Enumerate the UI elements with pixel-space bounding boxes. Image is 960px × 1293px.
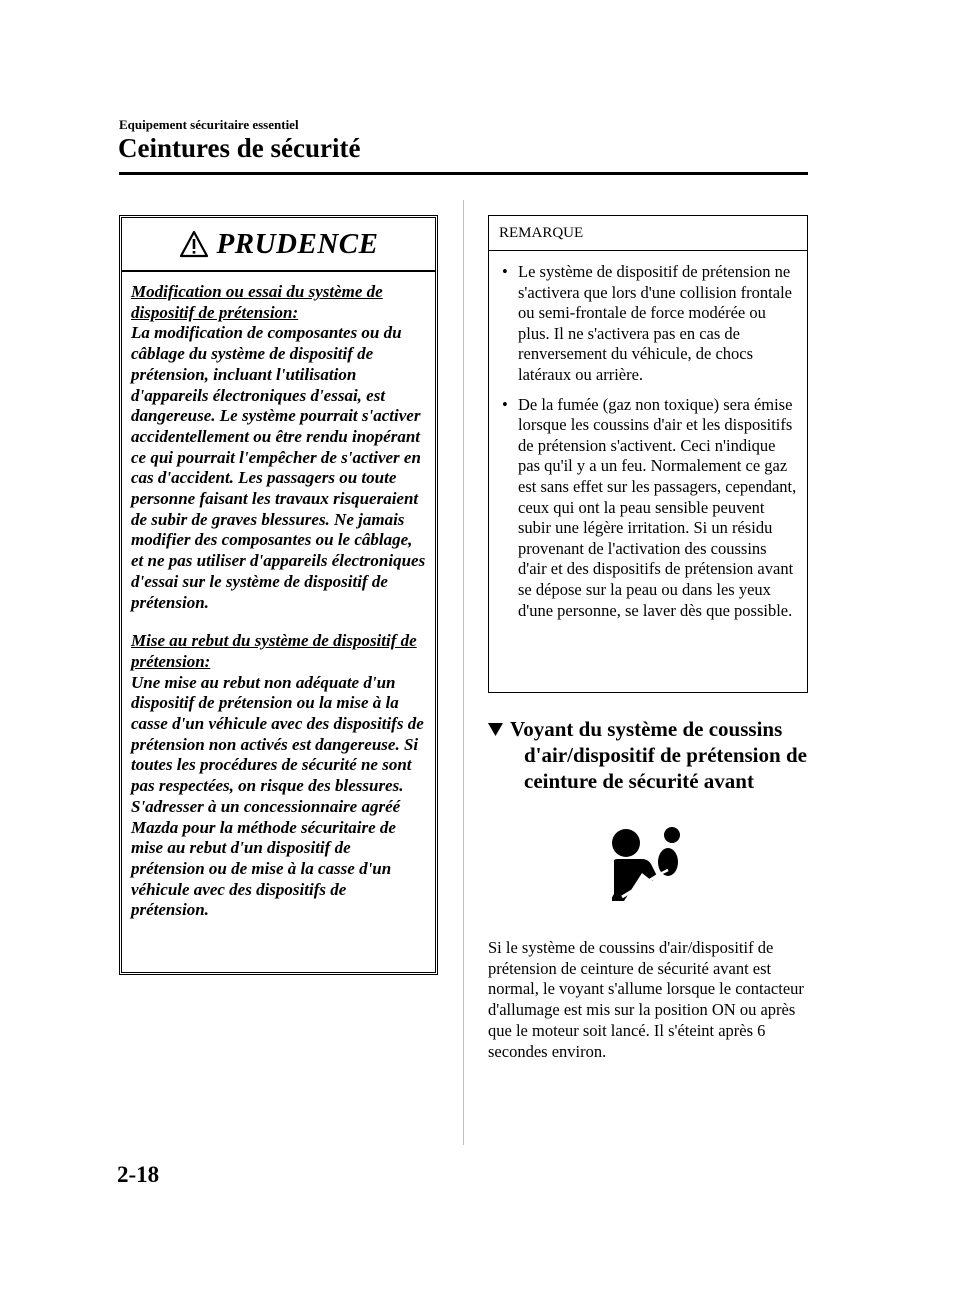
caution-body — [122, 272, 435, 921]
caution-box — [119, 215, 438, 975]
caution-text-modification: La modification de composantes ou du câblage du système de dispositif de prétension, incluant l'utilisation d'appareils électroniques d'essai, est dangereuse. Le système pourrait s'activer accidentellement ou être rendu inopérant ce qui pourrait l'empêcher de s'activer en cas d'accident. Les passagers ou toute personne faisant les travaux risqueraient de subir de graves blessures. Ne jamais modifier des composantes ou le câblage, et ne pas utiliser d'appareils électroniques d'essai sur le système de dispositif de prétension. — [131, 323, 426, 612]
page-title: Ceintures de sécurité — [118, 133, 361, 163]
warning-light-heading: Voyant du système de coussins d'air/dispositif de prétension de ceinture de sécurité avant — [488, 716, 808, 794]
caution-heading-disposal: Mise au rebut du système de dispositif de prétension: — [131, 631, 417, 671]
triangle-down-icon — [488, 723, 503, 736]
caution-title: PRUDENCE — [216, 227, 379, 260]
column-divider — [463, 200, 464, 1145]
page-number: 2-18 — [117, 1162, 160, 1187]
note-title: REMARQUE — [489, 216, 807, 251]
note-box — [488, 215, 808, 693]
note-item: • De la fumée (gaz non toxique) sera émise lorsque les coussins d'air et les dispositifs de prétension s'activent. Ceci n'indique pas qu'il y a un feu. Normalement ce gaz est sans effet sur les passagers, cependant, ceux qui ont la peau sensible peuvent subir une légère irritation. Si un résidu provenant de l'activation des coussins d'air et des dispositifs de prétension avant se dépose sur la peau ou dans les yeux d'une personne, se laver dès que possible. — [502, 394, 797, 620]
note-list — [489, 251, 807, 621]
title-rule — [119, 172, 808, 175]
airbag-warning-icon — [612, 826, 685, 901]
bullet-icon: • — [502, 262, 508, 281]
caution-text-disposal: Une mise au rebut non adéquate d'un dispositif de prétension ou la mise à la casse d'un véhicule avec des dispositifs de prétension non activés est dangereuse. Si toutes les procédures de sécurité ne sont pas respectées, on risque des blessures. S'adresser à un concessionnaire agréé Mazda pour la méthode sécuritaire de mise au rebut d'un dispositif de prétension ou de mise à la casse d'un véhicule avec des dispositifs de prétension. — [131, 672, 424, 920]
warning-light-description: Si le système de coussins d'air/dispositif de prétension de ceinture de sécurité avant est normal, le voyant s'allume lorsque le contacteur d'allumage est mis sur la position ON ou après que le moteur soit lancé. Il s'éteint après 6 secondes environ. — [488, 938, 804, 1061]
section-label: Equipement sécuritaire essentiel — [119, 117, 299, 132]
note-item: • Le système de dispositif de prétension ne s'activera que lors d'une collision frontale ou semi-frontale de force modérée ou plus. Il ne s'activera pas en cas de renversement du véhicule, de chocs latéraux ou arrière. — [502, 262, 792, 384]
bullet-icon: • — [502, 394, 508, 414]
caution-heading-modification: Modification ou essai du système de dispositif de prétension: — [131, 282, 383, 322]
caution-header — [122, 218, 435, 272]
warning-triangle-icon — [179, 230, 209, 258]
